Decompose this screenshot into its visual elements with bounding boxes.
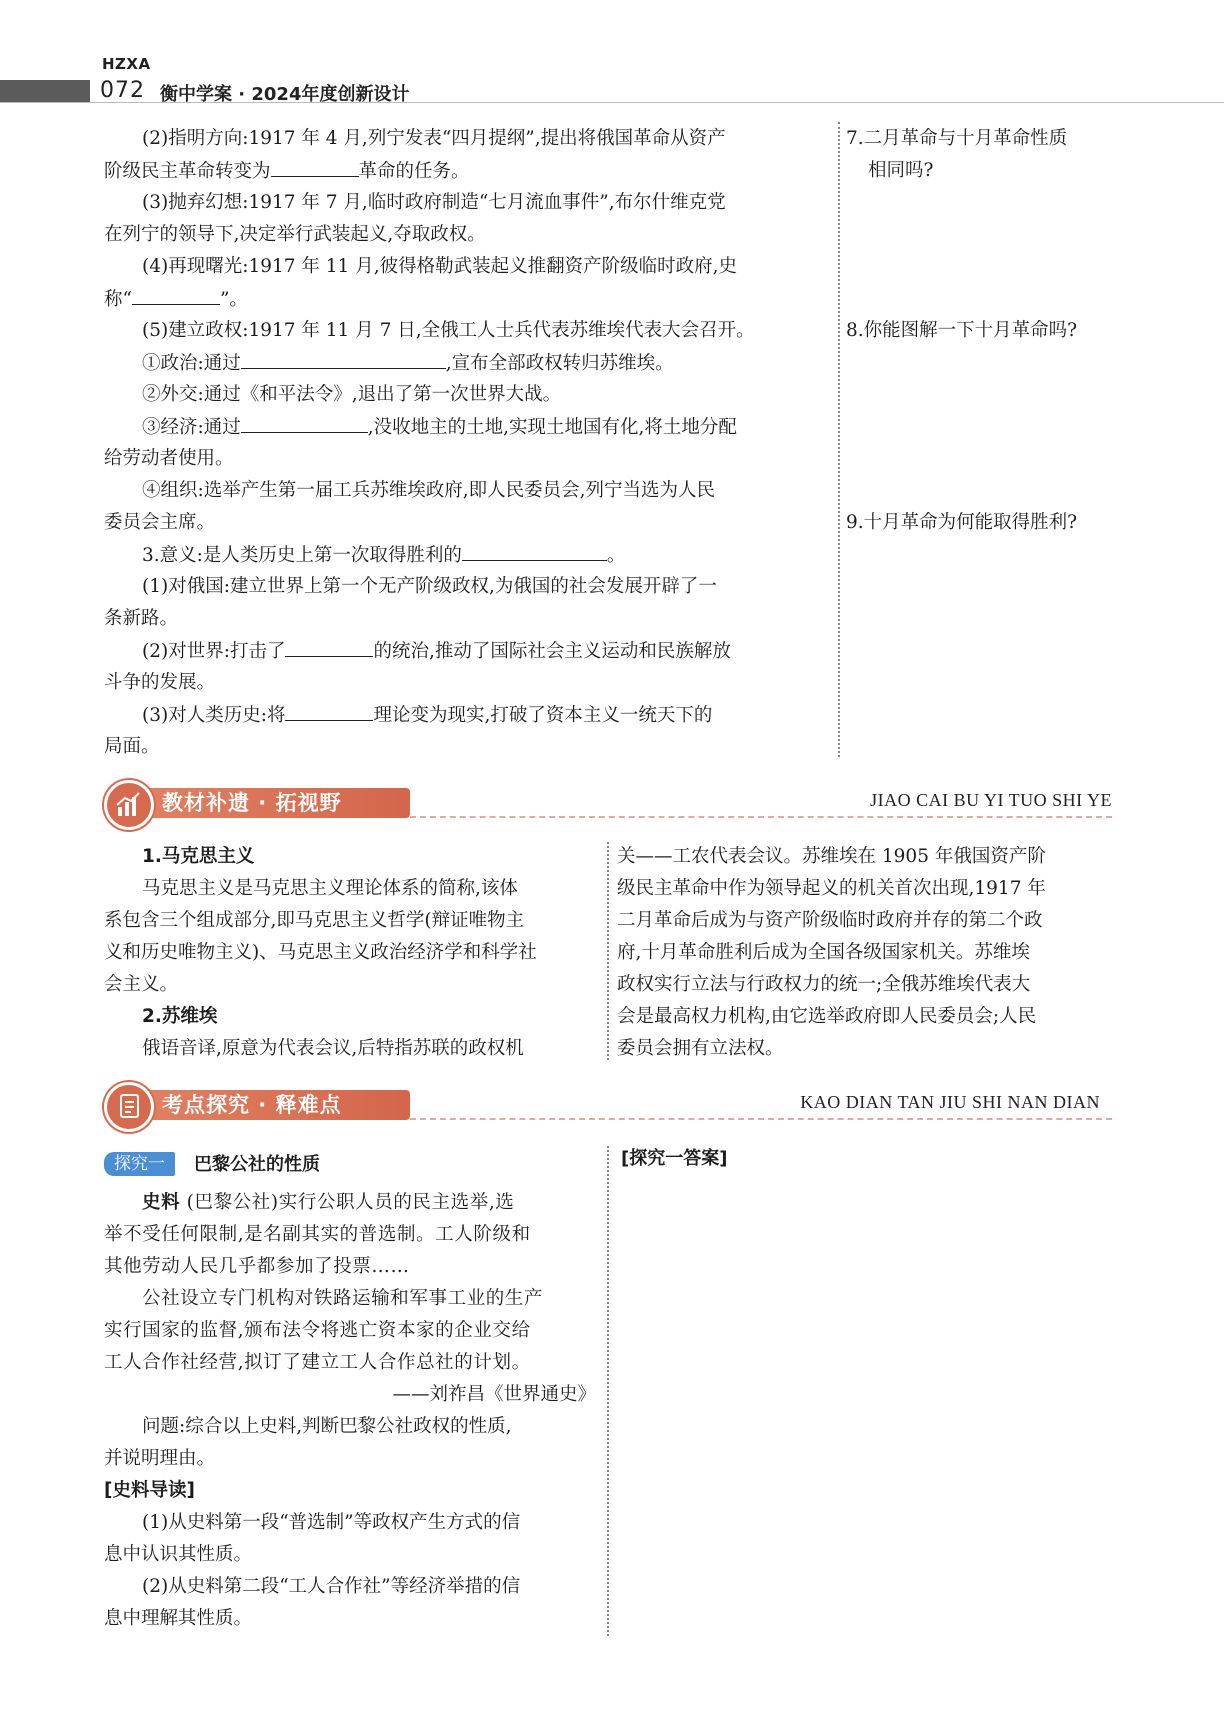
main-text-segment: 称“ (104, 289, 132, 310)
section1-left-line (104, 972, 178, 998)
guide-text: (1)从史料第一段“普选制”等政权产生方式的信 (142, 1512, 521, 1533)
column-divider-upper (838, 122, 840, 757)
header-code: HZXA (102, 55, 151, 73)
question-line (142, 1414, 512, 1440)
main-text-line (104, 286, 248, 313)
main-text-segment: ①政治:通过 (142, 353, 241, 374)
section1-right-line (617, 844, 1046, 870)
subheading: 2.苏维埃 (142, 1006, 218, 1027)
question-text: 问题:综合以上史料,判断巴黎公社政权的性质, (142, 1416, 512, 1437)
source-line (142, 1190, 514, 1216)
main-text-line (142, 382, 561, 408)
guide-line (142, 1510, 520, 1536)
side-question-line (868, 158, 933, 184)
section2-banner (104, 1086, 410, 1122)
main-text-segment: 。 (606, 545, 626, 566)
source-text: 工人合作社经营,拟订了建立工人合作总社的计划。 (104, 1352, 531, 1373)
main-text-segment: (5)建立政权:1917 年 11 月 7 日,全俄工人士兵代表苏维埃代表大会召开。 (142, 320, 755, 341)
main-text-segment: 理论变为现实,打破了资本主义一统天下的 (373, 705, 713, 726)
main-text-segment: ③经济:通过 (142, 417, 241, 438)
fill-in-blank[interactable] (462, 542, 607, 561)
main-text-segment: 的统治,推动了国际社会主义运动和民族解放 (373, 641, 731, 662)
source-label: 史料 (142, 1192, 181, 1213)
section2-title: 考点探究 · 释难点 (162, 1093, 342, 1117)
section1-pinyin: JIAO CAI BU YI TUO SHI YE (870, 790, 1112, 810)
section1-right-line (617, 1004, 1036, 1030)
section1-title: 教材补遗 · 拓视野 (162, 791, 342, 815)
guide-label: [史料导读] (104, 1480, 195, 1501)
citation-line (392, 1382, 596, 1408)
source-text: (巴黎公社)实行公职人员的民主选举,选 (180, 1192, 515, 1213)
main-text-line (142, 126, 726, 152)
guide-label-line (104, 1478, 195, 1504)
main-text-segment: 3.意义:是人类历史上第一次取得胜利的 (142, 545, 462, 566)
section1-left-line (104, 908, 524, 934)
guide-text: 息中认识其性质。 (104, 1544, 253, 1565)
section1-text: 系包含三个组成部分,即马克思主义哲学(辩证唯物主 (104, 910, 525, 931)
subheading: 1.马克思主义 (142, 846, 255, 867)
main-text-segment: 局面。 (104, 736, 160, 757)
main-text-line (142, 574, 717, 600)
guide-text: 息中理解其性质。 (104, 1608, 253, 1629)
section1-right-line (617, 940, 1030, 966)
side-question-line (846, 510, 1077, 536)
guide-text: (2)从史料第二段“工人合作社”等经济举措的信 (142, 1576, 521, 1597)
guide-line (104, 1542, 252, 1568)
section1-left-line (142, 1036, 524, 1062)
source-line (142, 1286, 543, 1312)
main-text-line (142, 318, 755, 344)
side-question-line (846, 126, 1067, 152)
source-text: 其他劳动人民几乎都参加了投票…… (104, 1256, 410, 1277)
section1-right-line (617, 1036, 784, 1062)
section1-left-line (142, 844, 254, 870)
main-text-segment: ”。 (219, 289, 248, 310)
main-text-segment: ②外交:通过《和平法令》,退出了第一次世界大战。 (142, 384, 562, 405)
fill-in-blank[interactable] (241, 350, 446, 369)
question-text: 并说明理由。 (104, 1448, 216, 1469)
side-question-text: 7.二月革命与十月革命性质 (846, 128, 1068, 149)
main-text-segment: (2)对世界:打击了 (142, 641, 286, 662)
side-question-text: 8.你能图解一下十月革命吗? (846, 320, 1078, 341)
fill-in-blank[interactable] (241, 414, 368, 433)
fill-in-blank[interactable] (285, 702, 373, 721)
side-question-text: 相同吗? (868, 160, 934, 181)
section1-right-line (617, 876, 1046, 902)
source-text: 公社设立专门机构对铁路运输和军事工业的生产 (142, 1288, 544, 1309)
guide-line (142, 1574, 520, 1600)
main-text-segment: (3)抛弃幻想:1917 年 7 月,临时政府制造“七月流血事件”,布尔什维克党 (142, 192, 726, 213)
header-bar (0, 80, 90, 103)
source-line (104, 1254, 410, 1280)
section1-text: 马克思主义是马克思主义理论体系的简称,该体 (142, 878, 518, 899)
main-text-line (142, 350, 674, 377)
main-text-segment: ,宣布全部政权转归苏维埃。 (445, 353, 674, 374)
section1-text: 会是最高权力机构,由它选举政府即人民委员会;人民 (617, 1006, 1037, 1027)
book-title: 衡中学案 · 2024年度创新设计 (160, 84, 410, 105)
main-text-segment: 阶级民主革命转变为 (104, 161, 271, 182)
side-question-line (846, 318, 1077, 344)
section1-text: 会主义。 (104, 974, 179, 995)
main-text-segment: (2)指明方向:1917 年 4 月,列宁发表“四月提纲”,提出将俄国革命从资产 (142, 128, 726, 149)
main-text-segment: (4)再现曙光:1917 年 11 月,彼得格勒武装起义推翻资产阶级临时政府,史 (142, 256, 737, 277)
section1-left-line (104, 940, 537, 966)
citation: ——刘祚昌《世界通史》 (392, 1384, 596, 1405)
fill-in-blank[interactable] (132, 286, 220, 305)
section1-text: 关——工农代表会议。苏维埃在 1905 年俄国资产阶 (617, 846, 1046, 867)
source-text: 举不受任何限制,是名副其实的普选制。工人阶级和 (104, 1224, 531, 1245)
side-question-text: 9.十月革命为何能取得胜利? (846, 512, 1078, 533)
section1-text: 义和历史唯物主义)、马克思主义政治经济学和科学社 (104, 942, 537, 963)
main-text-line (142, 190, 726, 216)
section2-dash (410, 1118, 1112, 1120)
fill-in-blank[interactable] (285, 638, 373, 657)
main-text-segment: 委员会主席。 (104, 512, 216, 533)
section1-left-line (142, 876, 518, 902)
main-text-segment: 在列宁的领导下,决定举行武装起义,夺取政权。 (104, 224, 486, 245)
section1-text: 二月革命后成为与资产阶级临时政府并存的第二个政 (617, 910, 1043, 931)
main-text-segment: 给劳动者使用。 (104, 448, 234, 469)
section1-banner (104, 784, 410, 820)
main-text-line (104, 158, 470, 185)
source-line (104, 1318, 531, 1344)
document-icon (104, 1082, 154, 1132)
main-text-line (104, 446, 234, 472)
section1-right-line (617, 972, 1030, 998)
section1-dash (410, 816, 1112, 818)
guide-line (104, 1606, 252, 1632)
main-text-segment: 斗争的发展。 (104, 672, 216, 693)
section1-text: 政权实行立法与行政权力的统一;全俄苏维埃代表大 (617, 974, 1031, 995)
question-line (104, 1446, 215, 1472)
section1-text: 级民主革命中作为领导起义的机关首次出现,1917 年 (617, 878, 1046, 899)
main-text-segment: ,没收地主的土地,实现土地国有化,将土地分配 (367, 417, 737, 438)
main-text-segment: ④组织:选举产生第一届工兵苏维埃政府,即人民委员会,列宁当选为人民 (142, 480, 715, 501)
column-divider-section1 (607, 842, 609, 1060)
exploration-topic: 巴黎公社的性质 (194, 1154, 320, 1175)
source-line (104, 1222, 531, 1248)
main-text-line (104, 606, 178, 632)
section1-right-line (617, 908, 1043, 934)
main-text-line (142, 478, 715, 504)
main-text-line (142, 542, 625, 569)
page-number: 072 (100, 78, 145, 103)
section1-left-line (142, 1004, 217, 1030)
fill-in-blank[interactable] (271, 158, 359, 177)
exploration-tag: 探究一 (104, 1152, 175, 1176)
main-text-line (142, 254, 737, 280)
section1-text: 俄语音译,原意为代表会议,后特指苏联的政权机 (142, 1038, 524, 1059)
section1-text: 府,十月革命胜利后成为全国各级国家机关。苏维埃 (617, 942, 1030, 963)
main-text-segment: 革命的任务。 (358, 161, 470, 182)
answer-label: [探究一答案] (621, 1148, 728, 1169)
source-line (104, 1350, 531, 1376)
main-text-line (104, 670, 215, 696)
main-text-line (142, 702, 712, 729)
main-text-line (142, 414, 737, 441)
main-text-line (104, 222, 486, 248)
main-text-segment: (1)对俄国:建立世界上第一个无产阶级政权,为俄国的社会发展开辟了一 (142, 576, 717, 597)
column-divider-section2 (607, 1146, 609, 1636)
main-text-line (104, 734, 160, 760)
main-text-segment: (3)对人类历史:将 (142, 705, 286, 726)
section2-pinyin: KAO DIAN TAN JIU SHI NAN DIAN (800, 1092, 1100, 1112)
main-text-segment: 条新路。 (104, 608, 179, 629)
chart-icon (104, 780, 154, 830)
main-text-line (104, 510, 215, 536)
section1-text: 委员会拥有立法权。 (617, 1038, 784, 1059)
main-text-line (142, 638, 731, 665)
source-text: 实行国家的监督,颁布法令将逃亡资本家的企业交给 (104, 1320, 531, 1341)
